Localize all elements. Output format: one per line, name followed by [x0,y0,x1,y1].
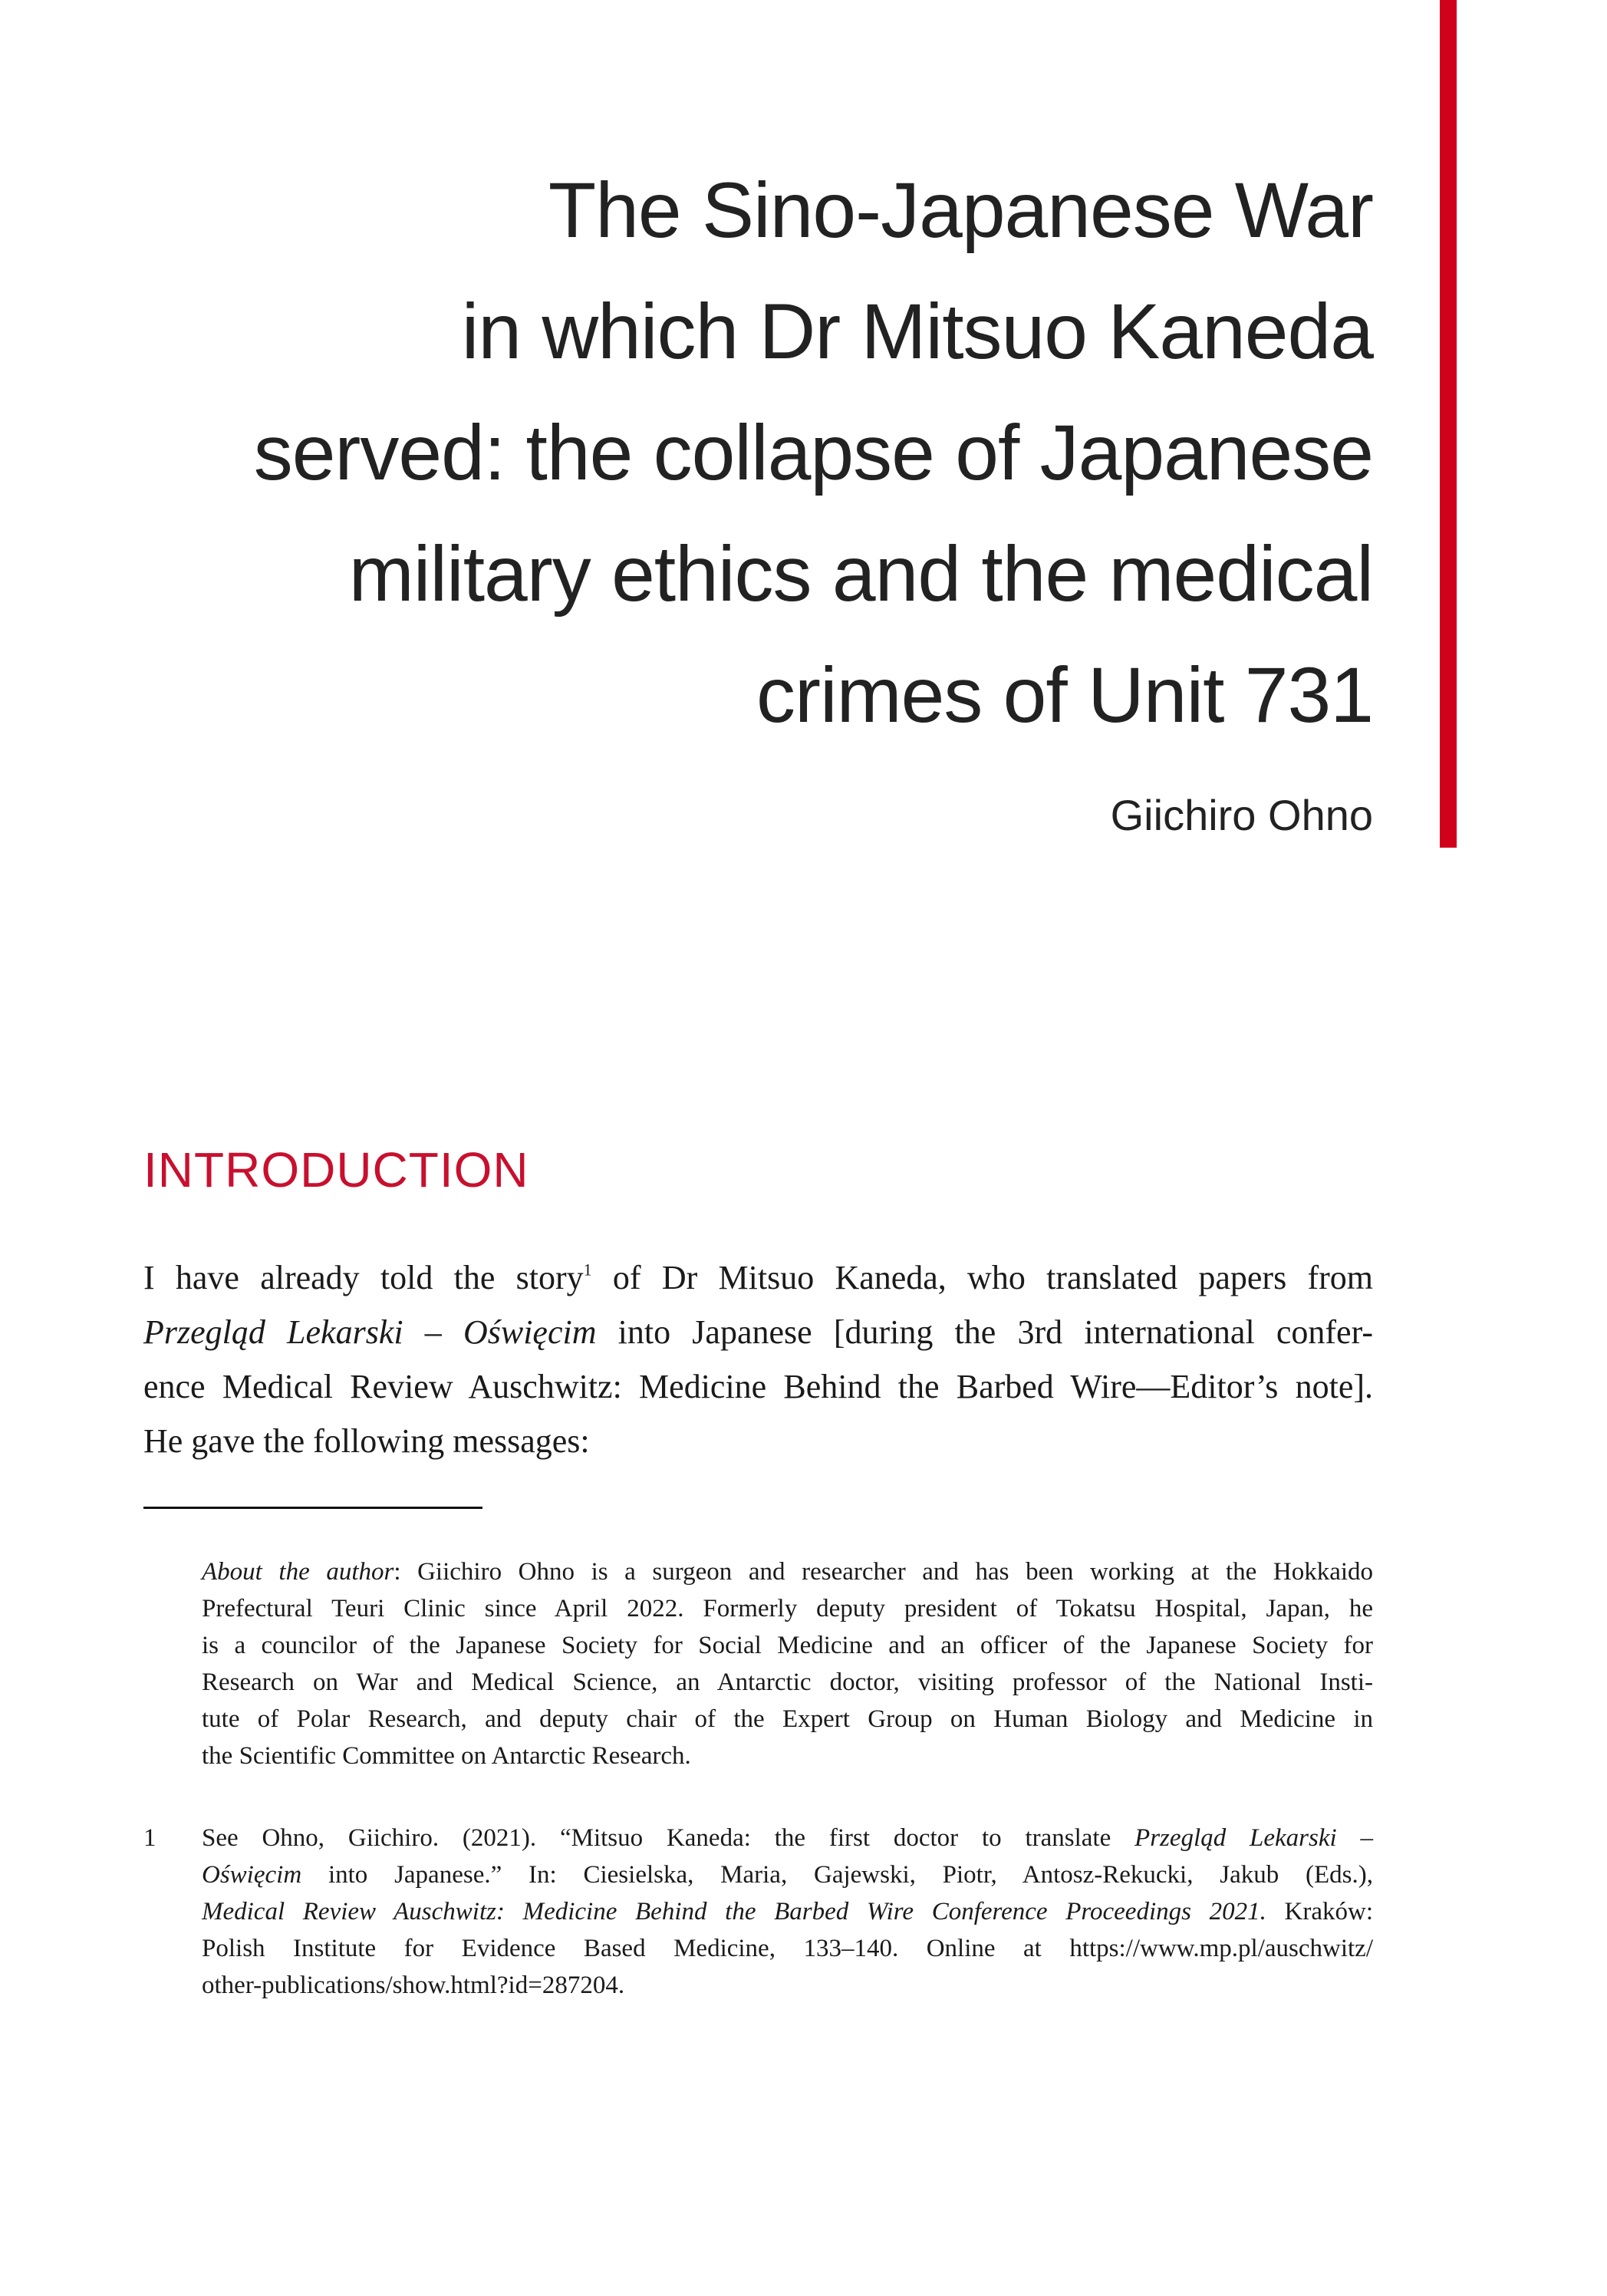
title-line: in which Dr Mitsuo Kaneda [461,288,1373,375]
text-segment: : Giichiro Ohno is a surgeon and researcher and has been working at the Hokkaido [394,1558,1374,1586]
text-line [143,1250,1373,1305]
text-segment: See Ohno, Giichiro. (2021). “Mitsuo Kaneda: the first doctor to translate [202,1824,1135,1852]
text-segment: Prefectural Teuri Clinic since April 2022. Formerly deputy president of Tokatsu Hospital, Japan, he [202,1595,1373,1622]
footnote-divider [143,1507,482,1509]
text-segment: Kraków: [1266,1898,1374,1925]
intro-paragraph [143,1250,1373,1468]
text-line [202,1967,1373,2004]
text-segment: into Japanese.” In: Ciesielska, Maria, Gajewski, Piotr, Antosz-Rekucki, Jakub (Eds.), [301,1861,1373,1889]
text-line [143,1414,1373,1468]
text-segment: I have already told the story [143,1259,584,1296]
text-line [202,1590,1373,1627]
text-segment: the Scientific Committee on Antarctic Research. [202,1742,691,1770]
text-segment: He gave the following messages: [143,1422,590,1460]
text-segment: – [1336,1824,1374,1852]
article-title [254,150,1373,756]
italic-text: Oświęcim [202,1861,302,1889]
title-line: served: the collapse of Japanese [253,409,1373,496]
text-segment: into Japanese [during the 3rd international confer- [596,1313,1373,1351]
footnote-reference: 1 [583,1260,592,1280]
section-heading: INTRODUCTION [143,1142,529,1197]
footnote-1 [202,1820,1373,2004]
text-segment: of Dr Mitsuo Kaneda, who translated papers from [591,1259,1373,1296]
text-line [202,1627,1373,1664]
italic-text: Przegląd Lekarski – Oświęcim [143,1313,597,1351]
about-author-note [202,1553,1373,1774]
italic-text: Przegląd Lekarski [1134,1824,1337,1852]
text-segment: other-publications/show.html?id=287204. [202,1972,625,1999]
italic-text: Medical Review Auschwitz: Medicine Behind the Barbed Wire Conference Proceedings 2021. [202,1898,1266,1925]
red-accent-bar [1440,0,1457,848]
title-line: military ethics and the medical [348,530,1373,618]
title-line: The Sino-Japanese War [548,166,1373,254]
text-line [202,1930,1373,1967]
text-line [202,1738,1373,1774]
title-line: crimes of Unit 731 [756,651,1373,739]
text-line [202,1553,1373,1590]
text-line [202,1820,1373,1856]
text-line [143,1359,1373,1414]
text-segment: is a councilor of the Japanese Society for Social Medicine and an officer of the Japanese Society for [202,1632,1373,1659]
text-segment: Research on War and Medical Science, an Antarctic doctor, visiting professor of the National Insti- [202,1668,1373,1696]
footnote-number: 1 [143,1824,156,1852]
text-line [202,1856,1373,1893]
text-segment: ence Medical Review Auschwitz: Medicine Behind the Barbed Wire—Editor’s note]. [143,1368,1373,1405]
author-name: Giichiro Ohno [1110,791,1373,839]
text-segment: Polish Institute for Evidence Based Medicine, 133–140. Online at https://www.mp.pl/auschwitz/ [202,1935,1373,1962]
text-line [143,1305,1373,1359]
text-line [202,1701,1373,1738]
text-line [202,1664,1373,1701]
text-line [202,1893,1373,1930]
text-segment: tute of Polar Research, and deputy chair of the Expert Group on Human Biology and Medicine in [202,1705,1373,1733]
italic-text: About the author [202,1558,394,1586]
